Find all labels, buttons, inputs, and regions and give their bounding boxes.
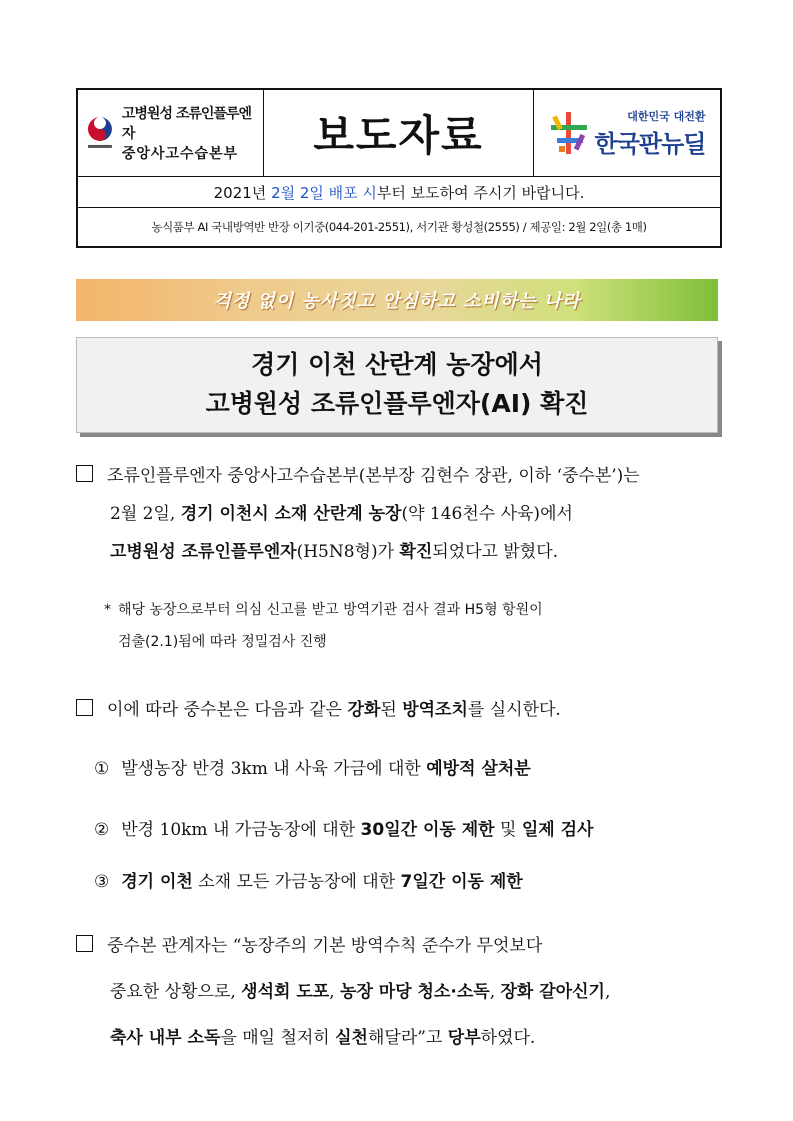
- p3-bold: 장화 갈아신기: [500, 982, 605, 1002]
- p1-disease: 고병원성 조류인플루엔자: [110, 542, 297, 562]
- footnote-line2: [104, 626, 718, 658]
- item-text: 및: [494, 820, 522, 840]
- item-bold: 30일간 이동 제한: [360, 820, 495, 840]
- bullet-box-icon: [76, 465, 93, 482]
- title-cell: [264, 90, 534, 176]
- paragraph-3-line2: [76, 969, 718, 1015]
- p3-text: ,: [489, 982, 501, 1002]
- p3-text: 중수본 관계자는 “농장주의 기본 방역수칙 준수가 무엇보다: [107, 936, 543, 956]
- newdeal-text: [595, 108, 706, 159]
- headline-line1: 경기 이천 산란계 농장에서: [251, 350, 543, 380]
- p3-text: 을 매일 철저히: [220, 1028, 336, 1048]
- paragraph-1-line2: [76, 495, 718, 533]
- newdeal-title: 한국판뉴딜: [594, 129, 706, 158]
- p1-farm: 경기 이천시 소재 산란계 농장: [180, 504, 402, 524]
- p1-date: 2월 2일,: [110, 504, 181, 524]
- paragraph-1-line1: [76, 457, 718, 495]
- p2-e: 를 실시한다.: [467, 700, 561, 720]
- p3-text: 중요한 상황으로,: [110, 982, 242, 1002]
- p3-bold: 농장 마당 청소·소독: [340, 982, 490, 1002]
- press-header: [76, 88, 722, 248]
- item-text: 소재 모든 가금농장에 대한: [192, 872, 401, 892]
- paragraph-1-line3: [76, 533, 718, 571]
- org-name-line1: 고병원성 조류인플루엔자: [121, 106, 251, 142]
- p3-text: 해달라”고: [367, 1028, 448, 1048]
- p3-text: ,: [604, 982, 611, 1002]
- footnote-line1: [104, 594, 718, 626]
- paragraph-1: [76, 457, 718, 571]
- contact-info: 농식품부 AI 국내방역반 반장 이기중(044-201-2551), 서기관 황성철(2555) / 제공일: 2월 2일(총 1매): [151, 220, 647, 234]
- footnote: [104, 594, 718, 658]
- paragraph-3-line3: [76, 1015, 718, 1061]
- item-bold: 경기 이천: [121, 872, 193, 892]
- p2-a: 이에 따라 중수본은 다음과 같은: [107, 700, 348, 720]
- headline-box: [76, 337, 718, 433]
- contact-row: [78, 208, 720, 246]
- p3-bold: 당부: [447, 1028, 481, 1048]
- p3-text: ,: [329, 982, 341, 1002]
- header-top-row: [78, 90, 720, 177]
- headline-line2: 고병원성 조류인플루엔자(AI) 확진: [205, 389, 589, 418]
- paragraph-2: [76, 691, 718, 729]
- item-text: 반경 10km 내 가금농장에 대한: [121, 820, 361, 840]
- p3-bold: 실천: [335, 1028, 368, 1048]
- paragraph-3: [76, 923, 718, 1061]
- paragraph-3-line1: [76, 923, 718, 969]
- list-item: [94, 815, 593, 840]
- item-number: ①: [94, 759, 110, 779]
- item-number: ③: [94, 872, 110, 892]
- taegeuk-logo-icon: [84, 113, 116, 153]
- p1-type: (H5N8형)가: [296, 542, 400, 562]
- newdeal-logo-cell: [534, 90, 720, 176]
- slogan-banner: [76, 279, 718, 321]
- p1-confirmed: 확진: [399, 542, 433, 562]
- list-item: [94, 754, 531, 779]
- org-name: [122, 103, 263, 163]
- p2-b: 강화: [347, 700, 381, 720]
- item-bold: 일제 검사: [521, 820, 594, 840]
- embargo-row: [78, 177, 720, 208]
- bullet-box-icon: [76, 699, 93, 716]
- ministry-logo-cell: [78, 90, 264, 176]
- footnote-text1: 해당 농장으로부터 의심 신고를 받고 방역기관 검사 결과 H5형 항원이: [118, 602, 543, 618]
- embargo-year: 2021년: [213, 183, 267, 202]
- bullet-box-icon: [76, 935, 93, 952]
- item-bold: 7일간 이동 제한: [400, 872, 523, 892]
- org-name-line2: 중앙사고수습본부: [121, 146, 239, 162]
- footnote-text2: 검출(2.1)됨에 따라 정밀검사 진행: [118, 634, 327, 650]
- item-number: ②: [94, 820, 110, 840]
- asterisk-icon: *: [104, 602, 111, 618]
- p2-d: 방역조치: [402, 700, 468, 720]
- newdeal-logo-icon: [549, 108, 589, 158]
- embargo-rest: 부터 보도하여 주시기 바랍니다.: [376, 183, 585, 202]
- page-title: 보도자료: [313, 111, 484, 160]
- p1-end: 되었다고 밝혔다.: [432, 542, 559, 562]
- embargo-date: 2월 2일 배포 시: [271, 183, 377, 202]
- p3-bold: 축사 내부 소독: [110, 1028, 221, 1048]
- item-bold: 예방적 살처분: [426, 759, 531, 779]
- p1-text: 조류인플루엔자 중앙사고수습본부(본부장 김현수 장관, 이하 ‘중수본’)는: [107, 466, 640, 486]
- p2-c: 된: [380, 700, 403, 720]
- p3-bold: 생석회 도포: [241, 982, 330, 1002]
- newdeal-subtitle: 대한민국 대전환: [627, 109, 706, 123]
- p1-count: (약 146천수 사육)에서: [401, 504, 573, 524]
- p3-text: 하였다.: [480, 1028, 536, 1048]
- list-item: [94, 867, 523, 892]
- item-text: 발생농장 반경 3km 내 사육 가금에 대한: [121, 759, 427, 779]
- paragraph-2-line1: [76, 691, 718, 729]
- slogan-text: 걱정 없이 농사짓고 안심하고 소비하는 나라: [213, 291, 581, 312]
